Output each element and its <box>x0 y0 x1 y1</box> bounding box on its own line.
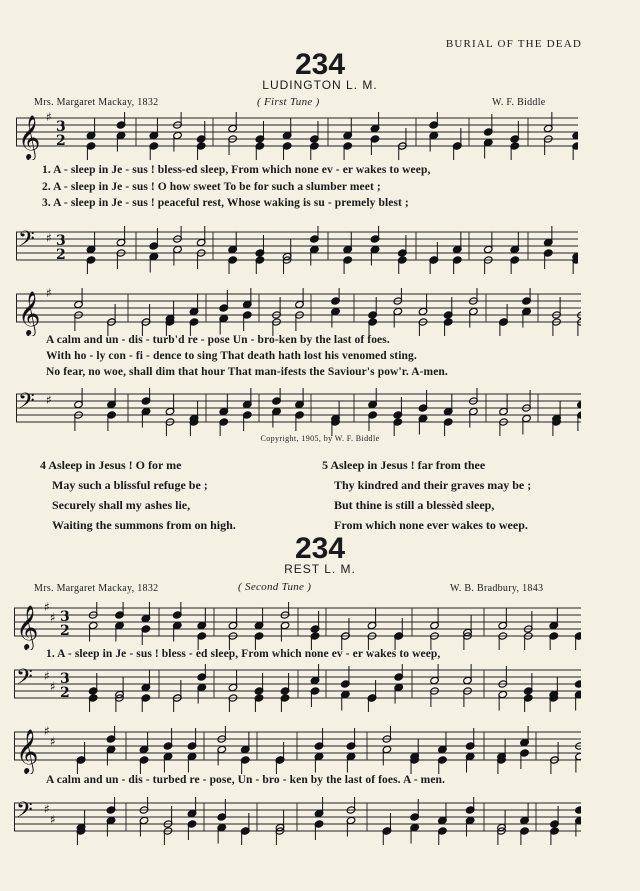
section-title: BURIAL OF THE DEAD <box>445 38 582 50</box>
svg-text:♯: ♯ <box>50 734 56 749</box>
svg-text:♯: ♯ <box>46 112 52 124</box>
svg-text:♯: ♯ <box>50 812 56 827</box>
treble-staff <box>16 112 578 160</box>
copyright-notice: Copyright, 1905, by W. F. Biddle <box>260 434 380 443</box>
svg-text:♯: ♯ <box>46 231 52 245</box>
svg-text:3: 3 <box>56 119 66 135</box>
tune-subtitle: ( Second Tune ) <box>238 581 312 593</box>
verse-line: But thine is still a blessèd sleep, <box>334 498 495 512</box>
svg-text:♯: ♯ <box>50 610 56 625</box>
verse-line: 4 Asleep in Jesus ! O for me <box>40 458 182 472</box>
lyric-line: 3. A - sleep in Je - sus ! peaceful rest, Whose waking is su - premely blest ; <box>42 197 409 209</box>
verse-4 <box>40 455 236 535</box>
svg-text:♯: ♯ <box>44 726 50 738</box>
tune-name: LUDINGTON L. M. <box>262 78 378 92</box>
svg-text:♯: ♯ <box>46 393 52 407</box>
verse-5 <box>322 455 531 535</box>
svg-text:2: 2 <box>56 133 66 149</box>
hymn-number: 234 <box>294 48 346 81</box>
svg-text:♯: ♯ <box>50 679 56 694</box>
svg-text:3: 3 <box>60 671 70 687</box>
author-credit: Mrs. Margaret Mackay, 1832 <box>34 583 159 594</box>
lyric-line: With ho - ly con - fi - dence to sing That death hath lost his venomed sting. <box>46 350 417 362</box>
svg-text:♯: ♯ <box>44 602 50 614</box>
svg-text:𝄞: 𝄞 <box>18 291 41 335</box>
lyric-line: A calm and un - dis - turb'd re - pose Un - bro-ken by the last of foes. <box>46 334 390 346</box>
svg-text:𝄢: 𝄢 <box>18 389 35 420</box>
composer-credit: W. F. Biddle <box>492 97 546 108</box>
svg-text:3: 3 <box>60 609 70 625</box>
composer-credit: W. B. Bradbury, 1843 <box>450 583 544 594</box>
svg-text:𝄢: 𝄢 <box>16 798 33 829</box>
bass-staff <box>16 388 581 436</box>
svg-text:3: 3 <box>56 233 66 249</box>
treble-staff <box>16 288 581 336</box>
lyric-line: No fear, no woe, shall dim that hour That man-ifests the Saviour's pow'r. A-men. <box>46 366 448 378</box>
bass-staff <box>14 797 581 845</box>
hymn-number: 234 <box>294 532 346 565</box>
svg-text:𝄞: 𝄞 <box>18 115 41 159</box>
svg-text:𝄞: 𝄞 <box>16 605 39 649</box>
lyric-line: 1. A - sleep in Je - sus ! bless-ed sleep, From which none ev - er wakes to weep, <box>42 164 431 176</box>
verse-line: Securely shall my ashes lie, <box>52 498 191 512</box>
verse-line: Thy kindred and their graves may be ; <box>334 478 532 492</box>
lyric-line: A calm and un - dis - turbed re - pose, Un - bro - ken by the last of foes. A - men. <box>46 774 445 786</box>
treble-staff <box>14 726 581 774</box>
verse-line: 5 Asleep in Jesus ! far from thee <box>322 458 486 472</box>
verse-line: From which none ever wakes to weep. <box>334 518 528 532</box>
svg-text:𝄢: 𝄢 <box>16 665 33 696</box>
verse-line: Waiting the summons from on high. <box>52 518 236 532</box>
svg-text:2: 2 <box>56 247 66 263</box>
lyric-line: 1. A - sleep in Je - sus ! bless - ed sleep, From which none ev - er wakes to weep, <box>46 648 441 660</box>
bass-staff <box>14 664 581 712</box>
verse-line: May such a blissful refuge be ; <box>52 478 208 492</box>
author-credit: Mrs. Margaret Mackay, 1832 <box>34 97 159 108</box>
svg-text:𝄢: 𝄢 <box>18 227 35 258</box>
svg-text:♯: ♯ <box>44 802 50 816</box>
svg-text:♯: ♯ <box>46 288 52 300</box>
bass-staff <box>16 226 578 274</box>
svg-text:𝄞: 𝄞 <box>16 729 39 773</box>
lyric-line: 2. A - sleep in Je - sus ! O how sweet To be for such a slumber meet ; <box>42 181 381 193</box>
tune-subtitle: ( First Tune ) <box>257 96 320 108</box>
svg-text:2: 2 <box>60 623 70 639</box>
svg-text:2: 2 <box>60 685 70 701</box>
tune-name: REST L. M. <box>284 562 356 576</box>
treble-staff <box>14 602 581 650</box>
svg-text:♯: ♯ <box>44 669 50 683</box>
